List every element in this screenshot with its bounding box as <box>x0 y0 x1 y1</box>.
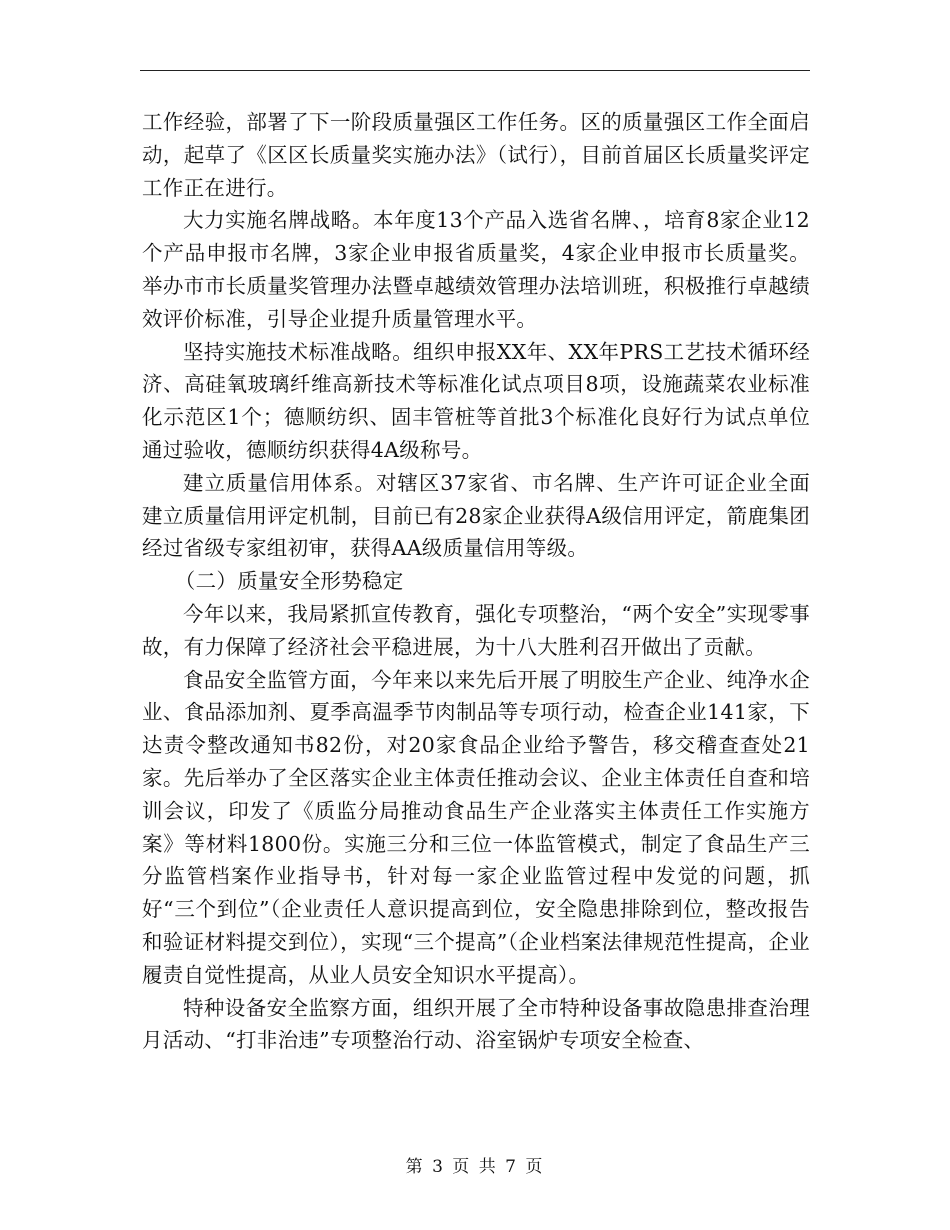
section-heading: （二）质量安全形势稳定 <box>174 569 404 594</box>
paragraph-special-equipment: 特种设备安全监察方面，组织开展了全市特种设备事故隐患排查治理月活动、“打非治违”专项整治行动、浴室锅炉专项安全检查、 <box>142 995 810 1053</box>
paragraph-brand-strategy: 大力实施名牌战略。本年度13个产品入选省名牌、，培育8家企业12个产品申报市名牌，3家企业申报省质量奖，4家企业申报市长质量奖。举办市市长质量奖管理办法暨卓越绩效管理办法培训班，积极推行卓越绩效评价标准，引导企业提升质量管理水平。 <box>142 208 810 331</box>
page-number: 第 3 页 共 7 页 <box>405 1157 545 1177</box>
paragraph-credit-system: 建立质量信用体系。对辖区37家省、市名牌、生产许可证企业全面建立质量信用评定机制，目前已有28家企业获得A级信用评定，箭鹿集团经过省级专家组初审，获得AA级质量信用等级。 <box>142 470 810 561</box>
paragraph-continued: 工作经验，部署了下一阶段质量强区工作任务。区的质量强区工作全面启动，起草了《区区长质量奖实施办法》（试行），目前首届区长质量奖评定工作正在进行。 <box>142 110 810 200</box>
paragraph-standards-strategy: 坚持实施技术标准战略。组织申报XX年、XX年PRS工艺技术循环经济、高硅氧玻璃纤维高新技术等标准化试点项目8项，设施蔬菜农业标准化示范区1个；德顺纺织、固丰管桩等首批3个标准化良好行为试点单位通过验收，德顺纺织获得4A级称号。 <box>142 339 810 462</box>
document-body <box>142 106 810 1057</box>
header-rule <box>140 70 810 71</box>
paragraph-food-safety: 食品安全监管方面，今年来以来先后开展了明胶生产企业、纯净水企业、食品添加剂、夏季高温季节肉制品等专项行动，检查企业141家，下达责令整改通知书82份，对20家食品企业给予警告，移交稽查查处21家。先后举办了全区落实企业主体责任推动会议、企业主体责任自查和培训会议，印发了《质监分局推动食品生产企业落实主体责任工作实施方案》等材料1800份。实施三分和三位一体监管模式，制定了食品生产三分监管档案作业指导书，针对每一家企业监管过程中发觉的问题，抓好“三个到位”（企业责任人意识提高到位，安全隐患排除到位，整改报告和验证材料提交到位），实现“三个提高”（企业档案法律规范性提高，企业履责自觉性提高，从业人员安全知识水平提高）。 <box>142 667 810 987</box>
paragraph-safety-overview: 今年以来，我局紧抓宣传教育，强化专项整治，“两个安全”实现零事故，有力保障了经济社会平稳进展，为十八大胜利召开做出了贡献。 <box>142 601 810 659</box>
